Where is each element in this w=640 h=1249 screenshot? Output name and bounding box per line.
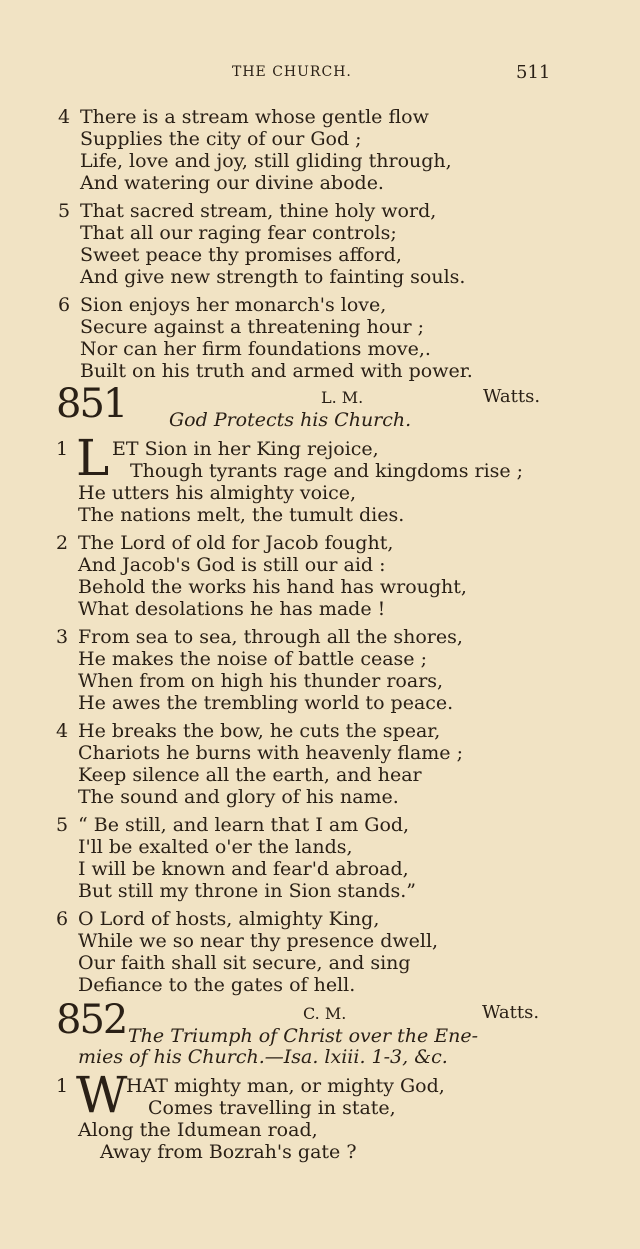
hymn-title: mies of his Church.—Isa. lxiii. 1-3, &c. bbox=[78, 1046, 448, 1068]
verse-line: HAT mighty man, or mighty God, bbox=[126, 1075, 445, 1097]
page-number: 511 bbox=[516, 62, 551, 83]
verse-line: Secure against a threatening hour ; bbox=[80, 316, 425, 338]
verse-line: The nations melt, the tumult dies. bbox=[78, 504, 405, 526]
verse-line: And watering our divine abode. bbox=[80, 172, 384, 194]
stanza-number: 6 bbox=[58, 294, 71, 316]
stanza-number: 4 bbox=[56, 720, 69, 742]
verse-line: Life, love and joy, still gliding through, bbox=[80, 150, 452, 172]
hymn-title: The Triumph of Christ over the Ene- bbox=[128, 1025, 479, 1047]
hymn-meter: L. M. bbox=[321, 388, 364, 407]
hymn-author: Watts. bbox=[482, 1002, 540, 1023]
drop-cap: W bbox=[76, 1066, 128, 1124]
verse-line: Our faith shall sit secure, and sing bbox=[78, 952, 411, 974]
verse-line: I will be known and fear'd abroad, bbox=[78, 858, 409, 880]
verse-line: Behold the works his hand has wrought, bbox=[78, 576, 467, 598]
verse-line: ET Sion in her King rejoice, bbox=[112, 438, 379, 460]
stanza-number: 1 bbox=[56, 1075, 69, 1097]
verse-line: Sion enjoys her monarch's love, bbox=[80, 294, 387, 316]
hymn-author: Watts. bbox=[483, 386, 541, 407]
verse-line: I'll be exalted o'er the lands, bbox=[78, 836, 353, 858]
verse-line: That sacred stream, thine holy word, bbox=[80, 200, 437, 222]
verse-line: Supplies the city of our God ; bbox=[80, 128, 362, 150]
stanza-number: 1 bbox=[56, 438, 69, 460]
hymn-meter: C. M. bbox=[303, 1004, 347, 1023]
verse-line: Keep silence all the earth, and hear bbox=[78, 764, 422, 786]
verse-line: The sound and glory of his name. bbox=[78, 786, 399, 808]
stanza-number: 5 bbox=[58, 200, 71, 222]
stanza-number: 2 bbox=[56, 532, 69, 554]
verse-line: Defiance to the gates of hell. bbox=[78, 974, 356, 996]
running-title: THE CHURCH. bbox=[232, 64, 352, 80]
verse-line: Nor can her firm foundations move,. bbox=[80, 338, 431, 360]
drop-cap: L bbox=[76, 429, 110, 487]
verse-line: He utters his almighty voice, bbox=[78, 482, 357, 504]
verse-line: He makes the noise of battle cease ; bbox=[78, 648, 427, 670]
verse-line: And Jacob's God is still our aid : bbox=[78, 554, 386, 576]
verse-line: O Lord of hosts, almighty King, bbox=[78, 908, 380, 930]
verse-line: There is a stream whose gentle flow bbox=[80, 106, 429, 128]
verse-line: When from on high his thunder roars, bbox=[78, 670, 444, 692]
stanza-number: 4 bbox=[58, 106, 71, 128]
verse-line: He awes the trembling world to peace. bbox=[78, 692, 454, 714]
stanza-number: 6 bbox=[56, 908, 69, 930]
verse-line: “ Be still, and learn that I am God, bbox=[78, 814, 410, 836]
verse-line: While we so near thy presence dwell, bbox=[78, 930, 439, 952]
verse-line: Sweet peace thy promises afford, bbox=[80, 244, 402, 266]
verse-line: Chariots he burns with heavenly flame ; bbox=[78, 742, 463, 764]
verse-line: Along the Idumean road, bbox=[78, 1119, 318, 1141]
verse-line: He breaks the bow, he cuts the spear, bbox=[78, 720, 441, 742]
running-head bbox=[0, 62, 640, 86]
hymn-number: 851 bbox=[56, 381, 127, 427]
verse-line: That all our raging fear controls; bbox=[80, 222, 397, 244]
verse-line: From sea to sea, through all the shores, bbox=[78, 626, 463, 648]
verse-line: What desolations he has made ! bbox=[78, 598, 386, 620]
hymn-title: God Protects his Church. bbox=[169, 409, 412, 431]
verse-line: Built on his truth and armed with power. bbox=[80, 360, 473, 382]
hymn-number: 852 bbox=[56, 997, 127, 1043]
verse-line: The Lord of old for Jacob fought, bbox=[78, 532, 394, 554]
verse-line: Though tyrants rage and kingdoms rise ; bbox=[130, 460, 524, 482]
verse-line: And give new strength to fainting souls. bbox=[80, 266, 466, 288]
stanza-number: 3 bbox=[56, 626, 69, 648]
verse-line: Comes travelling in state, bbox=[148, 1097, 396, 1119]
verse-line: But still my throne in Sion stands.” bbox=[78, 880, 417, 902]
stanza-number: 5 bbox=[56, 814, 69, 836]
verse-line: Away from Bozrah's gate ? bbox=[100, 1141, 357, 1163]
